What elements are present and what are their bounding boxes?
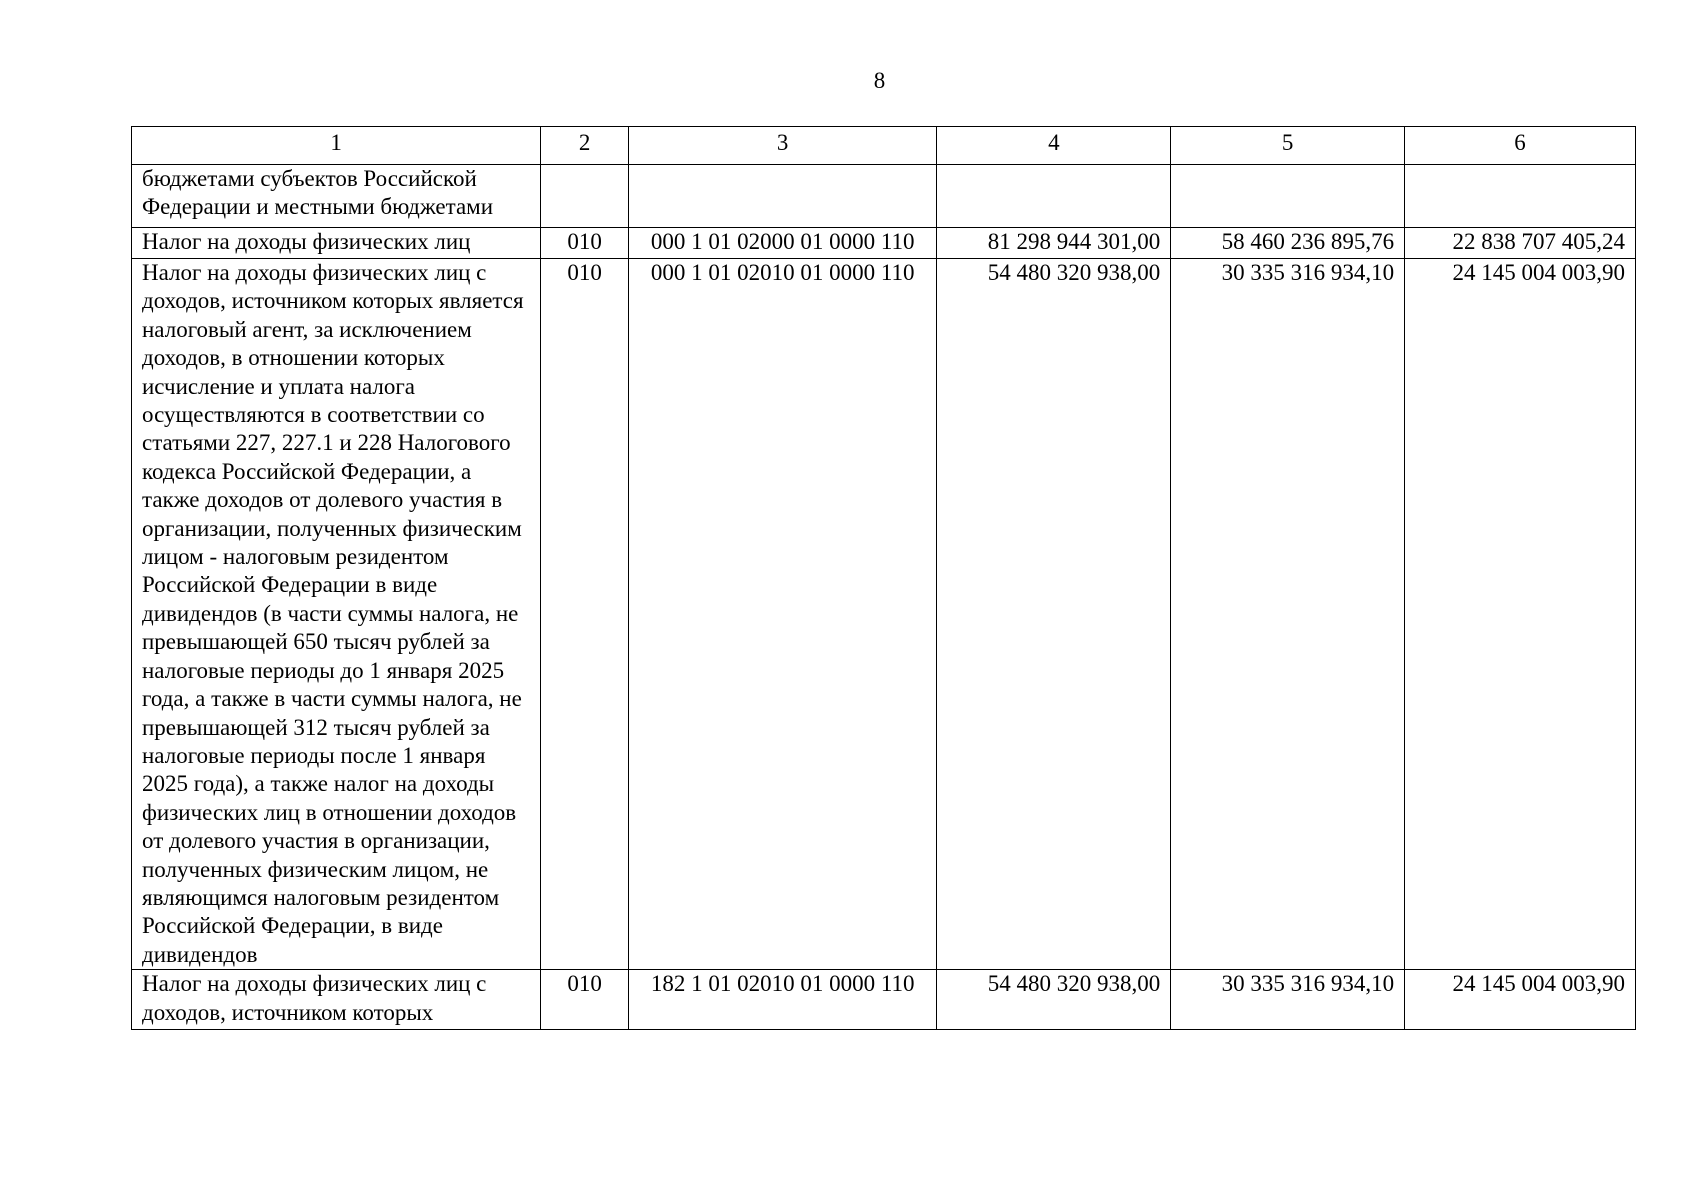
amount-col5-cell: 30 335 316 934,10 (1171, 259, 1405, 970)
budget-code-cell: 000 1 01 02010 01 0000 110 (628, 259, 936, 970)
row-name-cell: бюджетами субъектов Российской Федерации и местными бюджетами (132, 165, 541, 228)
column-number-header-row (132, 127, 1636, 165)
amount-col6-cell: 22 838 707 405,24 (1405, 228, 1636, 259)
amount-col6-cell: 24 145 004 003,90 (1405, 970, 1636, 1030)
amount-col5-cell: 58 460 236 895,76 (1171, 228, 1405, 259)
budget-code-cell: 182 1 01 02010 01 0000 110 (628, 970, 936, 1030)
amount-col6-cell: 24 145 004 003,90 (1405, 259, 1636, 970)
row-name-cell: Налог на доходы физических лиц с доходов, источником которых является налоговый агент, за исключением доходов, в отношении которых исчисление и уплата налога осуществляются в соответствии со статьями 227, 227.1 и 228 Налогового кодекса Российской Федерации, а также доходов от долевого участия в организации, полученных физическим лицом - налоговым резидентом Российской Федерации в виде дивидендов (в части суммы налога, не превышающей 650 тысяч рублей за налоговые периоды до 1 января 2025 года, а также в части суммы налога, не превышающей 312 тысяч рублей за налоговые периоды после 1 января 2025 года), а также налог на доходы физических лиц в отношении доходов от долевого участия в организации, полученных физическим лицом, не являющимся налоговым резидентом Российской Федерации, в виде дивидендов (132, 259, 541, 970)
line-code-cell: 010 (541, 970, 629, 1030)
page-number: 8 (873, 68, 886, 93)
table-row (132, 259, 1636, 970)
budget-execution-table (131, 126, 1636, 1030)
amount-col4-cell (937, 165, 1171, 228)
column-header-4: 4 (937, 127, 1171, 165)
table-row (132, 228, 1636, 259)
table-row (132, 970, 1636, 1030)
amount-col4-cell: 54 480 320 938,00 (937, 970, 1171, 1030)
amount-col4-cell: 54 480 320 938,00 (937, 259, 1171, 970)
column-header-6: 6 (1405, 127, 1636, 165)
column-header-5: 5 (1171, 127, 1405, 165)
budget-code-cell (628, 165, 936, 228)
line-code-cell: 010 (541, 259, 629, 970)
table-row (132, 165, 1636, 228)
amount-col5-cell (1171, 165, 1405, 228)
budget-code-cell: 000 1 01 02000 01 0000 110 (628, 228, 936, 259)
column-header-1: 1 (132, 127, 541, 165)
amount-col6-cell (1405, 165, 1636, 228)
row-name-cell: Налог на доходы физических лиц (132, 228, 541, 259)
column-header-2: 2 (541, 127, 629, 165)
row-name-cell: Налог на доходы физических лиц с доходов, источником которых (132, 970, 541, 1030)
line-code-cell (541, 165, 629, 228)
amount-col5-cell: 30 335 316 934,10 (1171, 970, 1405, 1030)
column-header-3: 3 (628, 127, 936, 165)
amount-col4-cell: 81 298 944 301,00 (937, 228, 1171, 259)
line-code-cell: 010 (541, 228, 629, 259)
